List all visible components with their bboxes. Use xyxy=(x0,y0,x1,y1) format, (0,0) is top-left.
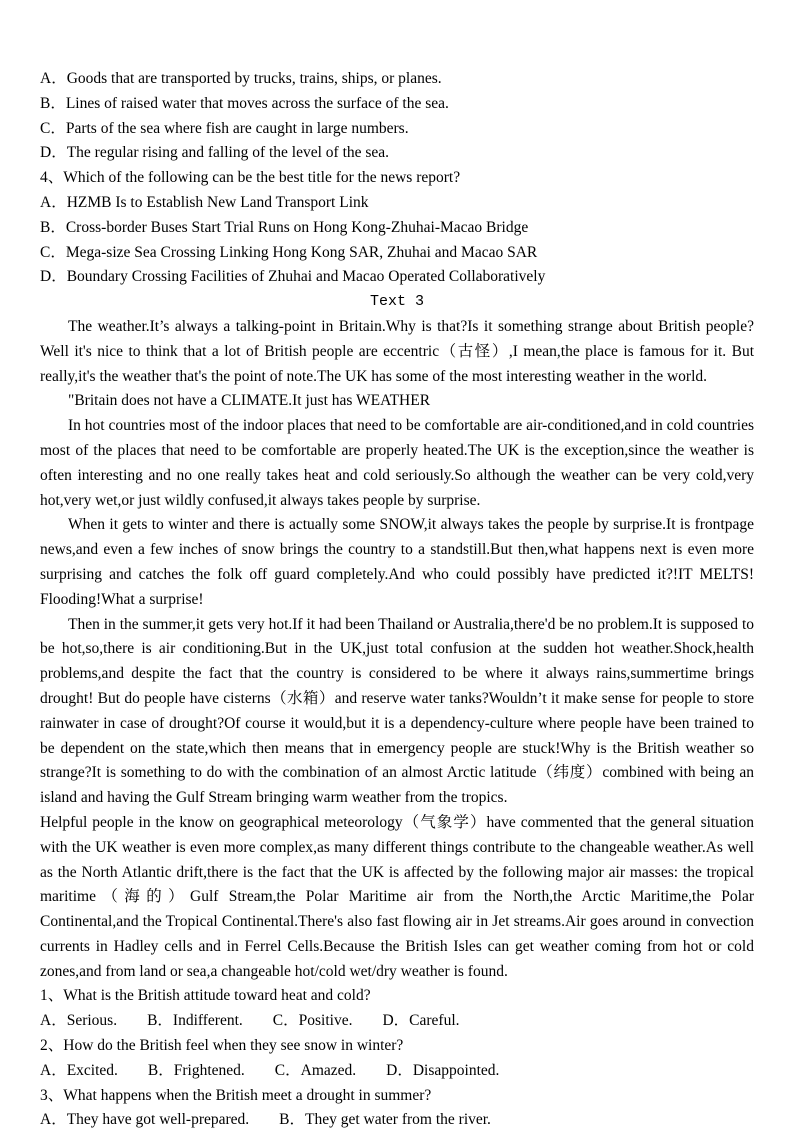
option-c: C．Positive. xyxy=(272,1012,353,1030)
option-a: A．They have got well-prepared. xyxy=(40,1111,250,1129)
option-d: D．Careful. xyxy=(382,1012,460,1030)
option-b: B．Frightened. xyxy=(147,1061,245,1079)
option-b: B．They get water from the river. xyxy=(279,1111,491,1129)
question-stem-q2: 2、How do the British feel when they see snow in winter? xyxy=(40,1037,404,1055)
passage-paragraph: Then in the summer,it gets very hot.If it had been Thailand or Australia,there'd be no problem.It is supposed to be hot,so,there is air conditioning.But in the UK,just total confusion at the sudden hot weather.Shock,health problems,and despite the fact that the country is considered to be where it always rains,summertime brings drought! But do people have cisterns（水箱）and reserve water tanks?Wouldn’t it make sense for people to store rainwater in case of drought?Of course it would,but it is a dependency-culture where people have been trained to be dependent on the state,which then means that in emergency people are stuck!Why is the British weather so strange?It is something to do with the combination of an almost Arctic latitude（纬度）combined with being an island and having the Gulf Stream bringing warm weather from the tropics. xyxy=(40,615,754,807)
option-line xyxy=(40,1059,754,1084)
passage-paragraph: In hot countries most of the indoor places that need to be comfortable are air-conditioned,and in cold countries most of the places that need to be comfortable are properly heated.The UK is the exception,since the weather is often interesting and no one really takes heat and cold seriously.So although the weather can be very cold,very hot,very wet,or just wildly confused,it always takes people by surprise. xyxy=(40,417,754,509)
option-line: C．Mega-size Sea Crossing Linking Hong Kong SAR, Zhuhai and Macao SAR xyxy=(40,243,538,261)
option-line xyxy=(40,1108,754,1133)
question-stem-q1: 1、What is the British attitude toward heat and cold? xyxy=(40,987,371,1005)
question-stem-q4: 4、Which of the following can be the best title for the news report? xyxy=(40,169,461,187)
option-line xyxy=(40,1009,754,1034)
passage-paragraph: "Britain does not have a CLIMATE.It just has WEATHER xyxy=(68,392,431,410)
option-c: C．Amazed. xyxy=(274,1061,357,1079)
option-line: C．Parts of the sea where fish are caught in large numbers. xyxy=(40,119,409,137)
question-stem-q3: 3、What happens when the British meet a drought in summer? xyxy=(40,1086,432,1104)
option-line: A．Goods that are transported by trucks, trains, ships, or planes. xyxy=(40,70,442,87)
option-line: B．Lines of raised water that moves across the surface of the sea. xyxy=(40,94,449,112)
passage-paragraph: The weather.It’s always a talking-point in Britain.Why is that?Is it something strange about British people?Well it's nice to think that a lot of British people are eccentric（古怪）,I mean,the place is famous for it. But really,it's the weather that's the point of note.The UK has some of the most interesting weather in the world. xyxy=(40,317,754,385)
option-line: B．Cross-border Buses Start Trial Runs on Hong Kong-Zhuhai-Macao Bridge xyxy=(40,218,529,236)
option-b: B．Indifferent. xyxy=(147,1012,243,1030)
passage-paragraph: Helpful people in the know on geographical meteorology（气象学）have commented that the general situation with the UK weather is even more complex,as many different things contribute to the changeable weather.As well as the North Atlantic drift,there is the fact that the UK is affected by the following major air masses: the tropical maritime（海的）Gulf Stream,the Polar Maritime air from the North,the Arctic Maritime,the Polar Continental,and the Tropical Continental.There's also fast flowing air in Jet streams.Air goes around in convection currents in Hadley cells and in Ferrel Cells.Because the British Isles can get weather coming from hot or cold zones,and from land or sea,a changeable hot/cold wet/dry weather is found. xyxy=(40,813,754,980)
passage-paragraph: When it gets to winter and there is actually some SNOW,it always takes the people by surprise.It is frontpage news,and even a few inches of snow brings the country to a standstill.But then,what happens next is even more surprising and catches the folk off guard completely.And who could possibly have predicted it?!IT MELTS! Flooding!What a surprise! xyxy=(40,516,754,608)
option-line: D．Boundary Crossing Facilities of Zhuhai and Macao Operated Collaboratively xyxy=(40,268,546,286)
option-line: A．HZMB Is to Establish New Land Transport Link xyxy=(40,193,369,211)
option-a: A．Serious. xyxy=(40,1012,118,1030)
section-heading: Text 3 xyxy=(369,293,424,311)
option-d: D．Disappointed. xyxy=(386,1061,500,1079)
option-a: A．Excited. xyxy=(40,1061,118,1079)
option-line: D．The regular rising and falling of the level of the sea. xyxy=(40,144,390,162)
